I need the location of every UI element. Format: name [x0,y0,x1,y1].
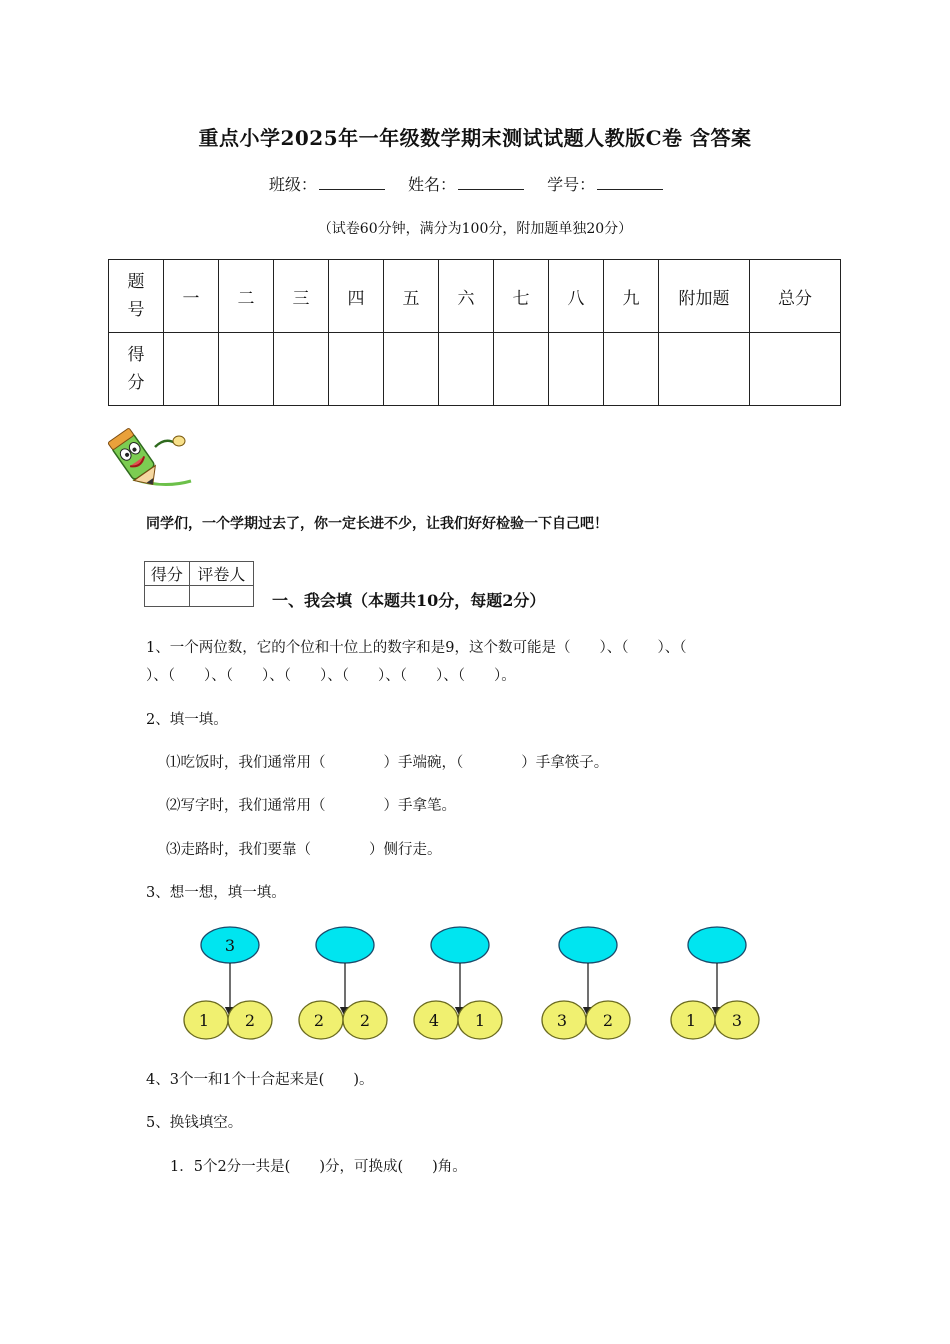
col-head: 总分 [750,260,841,333]
tree-right-number: 3 [731,1011,743,1030]
student-info-row [0,172,950,195]
question-3: 3、想一想，填一填。 [146,885,286,901]
number-tree [299,927,387,1039]
col-head: 六 [439,260,494,333]
tree-right-number: 2 [359,1011,371,1030]
tree-right-number: 2 [244,1011,256,1030]
score-cell[interactable] [659,333,750,406]
score-table [108,259,841,406]
question-2-part-2: ⑵写字时，我们通常用（ ）手拿笔。 [166,798,456,814]
question-4: 4、3个一和1个十合起来是( )。 [146,1072,374,1088]
col-head: 九 [604,260,659,333]
section-heading: 一、我会填（本题共10分，每题2分） [272,591,546,610]
tree-right-number: 1 [474,1011,486,1030]
number-tree [542,927,630,1039]
name-label: 姓名： [407,175,456,194]
score-cell[interactable] [384,333,439,406]
question-1-line-1: 1、一个两位数，它的个位和十位上的数字和是9，这个数可能是（ ）、（ ）、（ [146,640,687,656]
class-field[interactable] [319,175,385,190]
col-head: 一 [164,260,219,333]
number-tree [671,927,759,1039]
tree-left-number: 1 [685,1011,697,1030]
score-cell[interactable] [549,333,604,406]
number-tree [414,927,502,1039]
col-head: 七 [494,260,549,333]
tree-left-number: 3 [556,1011,568,1030]
col-head: 三 [274,260,329,333]
row-head-char: 号 [127,300,145,320]
grader-score-label: 得分 [145,562,190,586]
tree-top-oval[interactable] [431,927,489,963]
col-head: 四 [329,260,384,333]
col-head: 附加题 [659,260,750,333]
score-cell[interactable] [164,333,219,406]
score-cell[interactable] [604,333,659,406]
score-cell[interactable] [274,333,329,406]
number-tree [184,927,272,1039]
row-head-char: 题 [127,272,145,292]
question-5-part-1: 1．5个2分一共是( )分，可换成( )角。 [170,1159,467,1175]
score-table-score-row [109,333,841,406]
col-head: 二 [219,260,274,333]
question-2: 2、填一填。 [146,712,228,728]
grader-reviewer-cell[interactable] [189,586,253,607]
score-cell[interactable] [329,333,384,406]
page-title: 重点小学2025年一年级数学期末测试试题人教版C卷 含答案 [198,126,752,150]
question-2-part-3: ⑶走路时，我们要靠（ ）侧行走。 [166,842,442,858]
col-head: 五 [384,260,439,333]
row-head-char: 得 [127,345,145,365]
score-cell[interactable] [439,333,494,406]
class-label: 班级： [268,175,317,194]
tree-top-number: 3 [224,936,236,955]
tree-left-number: 4 [428,1011,440,1030]
tree-left-number: 2 [313,1011,325,1030]
id-field[interactable] [597,175,663,190]
tree-left-number: 1 [198,1011,210,1030]
tree-top-oval[interactable] [316,927,374,963]
number-tree-diagram [180,920,780,1045]
question-1-line-2: ）、（ ）、（ ）、（ ）、（ ）、（ ）、（ ）。 [146,668,516,684]
question-5: 5、换钱填空。 [146,1115,243,1131]
row-head-score [109,333,164,406]
score-cell[interactable] [750,333,841,406]
tree-top-oval[interactable] [559,927,617,963]
exam-note: （试卷60分钟，满分为100分，附加题单独20分） [317,221,633,237]
tree-right-number: 2 [602,1011,614,1030]
grader-score-cell[interactable] [145,586,190,607]
id-label: 学号： [547,175,596,194]
score-cell[interactable] [494,333,549,406]
score-cell[interactable] [219,333,274,406]
col-head: 八 [549,260,604,333]
question-2-part-1: ⑴吃饭时，我们通常用（ ）手端碗，（ ）手拿筷子。 [166,755,609,771]
score-table-header-row [109,260,841,333]
row-head-char: 分 [127,373,145,393]
intro-text: 同学们，一个学期过去了，你一定长进不少，让我们好好检验一下自己吧！ [146,516,608,532]
row-head-question-number [109,260,164,333]
grader-reviewer-label: 评卷人 [189,562,253,586]
tree-top-oval[interactable] [688,927,746,963]
grader-box [144,561,254,607]
name-field[interactable] [458,175,524,190]
pencil-mascot-icon [103,423,195,493]
